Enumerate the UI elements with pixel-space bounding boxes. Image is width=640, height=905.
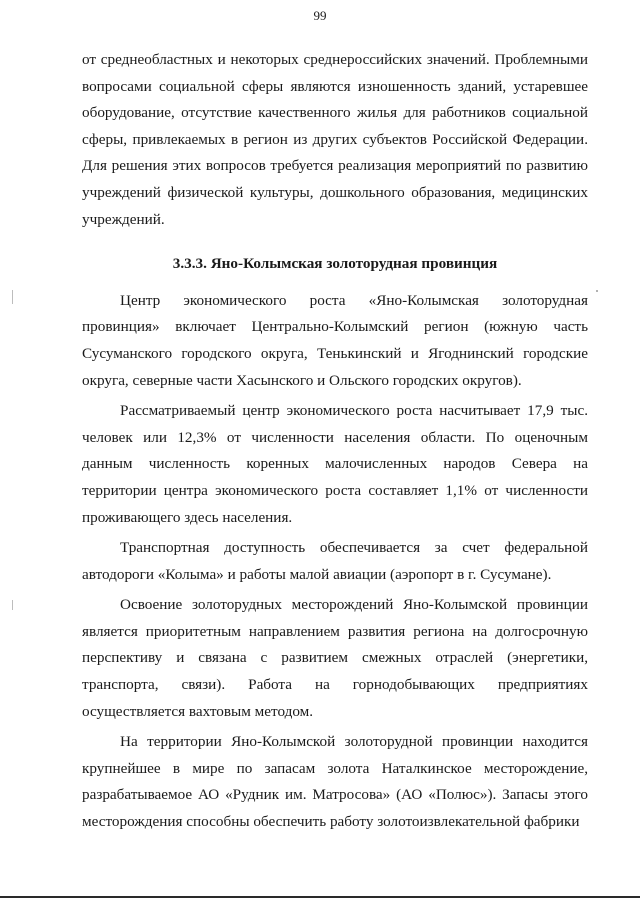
intro-paragraph: от среднеобластных и некоторых среднероссийских значений. Проблемными вопросами социальной сферы являются изношенность зданий, устаревшее оборудование, отсутствие качественного жилья для работников социальной сферы, привлекаемых в регион из других субъектов Российской Федерации. Для решения этих вопросов требуется реализация мероприятий по развитию учреждений физической культуры, дошкольного образования, медицинских учреждений. (82, 51, 588, 228)
body-paragraph: На территории Яно-Колымской золоторудной провинции находится крупнейшее в мире по запасам золота Наталкинское месторождение, разрабатываемое АО «Рудник им. Матросова» (АО «Полюс»). Запасы этого месторождения способны обеспечить работу золотоизвлекательной фабрики (82, 733, 588, 831)
scan-bottom-edge (0, 896, 640, 898)
scan-artifact (12, 600, 13, 610)
page-number: 99 (313, 8, 327, 23)
scan-artifact (12, 290, 13, 304)
body-paragraph: Транспортная доступность обеспечивается за счет федеральной автодороги «Колыма» и работы малой авиации (аэропорт в г. Сусумане). (82, 539, 588, 583)
page-body (82, 47, 588, 840)
body-paragraph: Освоение золоторудных месторождений Яно-Колымской провинции является приоритетным направлением развития региона на долгосрочную перспективу и связана с развитием смежных отраслей (энергетики, транспорта, связи). Работа на горнодобывающих предприятиях осуществляется вахтовым методом. (82, 596, 588, 720)
body-paragraph: Центр экономического роста «Яно-Колымская золоторудная провинция» включает Центрально-Колымский регион (южную часть Сусуманского городского округа, Тенькинский и Ягоднинский городские округа, северные части Хасынского и Ольского городских округов). (82, 291, 588, 389)
scan-artifact (596, 290, 598, 292)
section-heading: 3.3.3. Яно-Колымская золоторудная провинция (172, 255, 498, 273)
body-paragraph: Рассматриваемый центр экономического роста насчитывает 17,9 тыс. человек или 12,3% от численности населения области. По оценочным данным численность коренных малочисленных народов Севера на территории центра экономического роста составляет 1,1% от численности проживающего здесь населения. (82, 402, 588, 526)
